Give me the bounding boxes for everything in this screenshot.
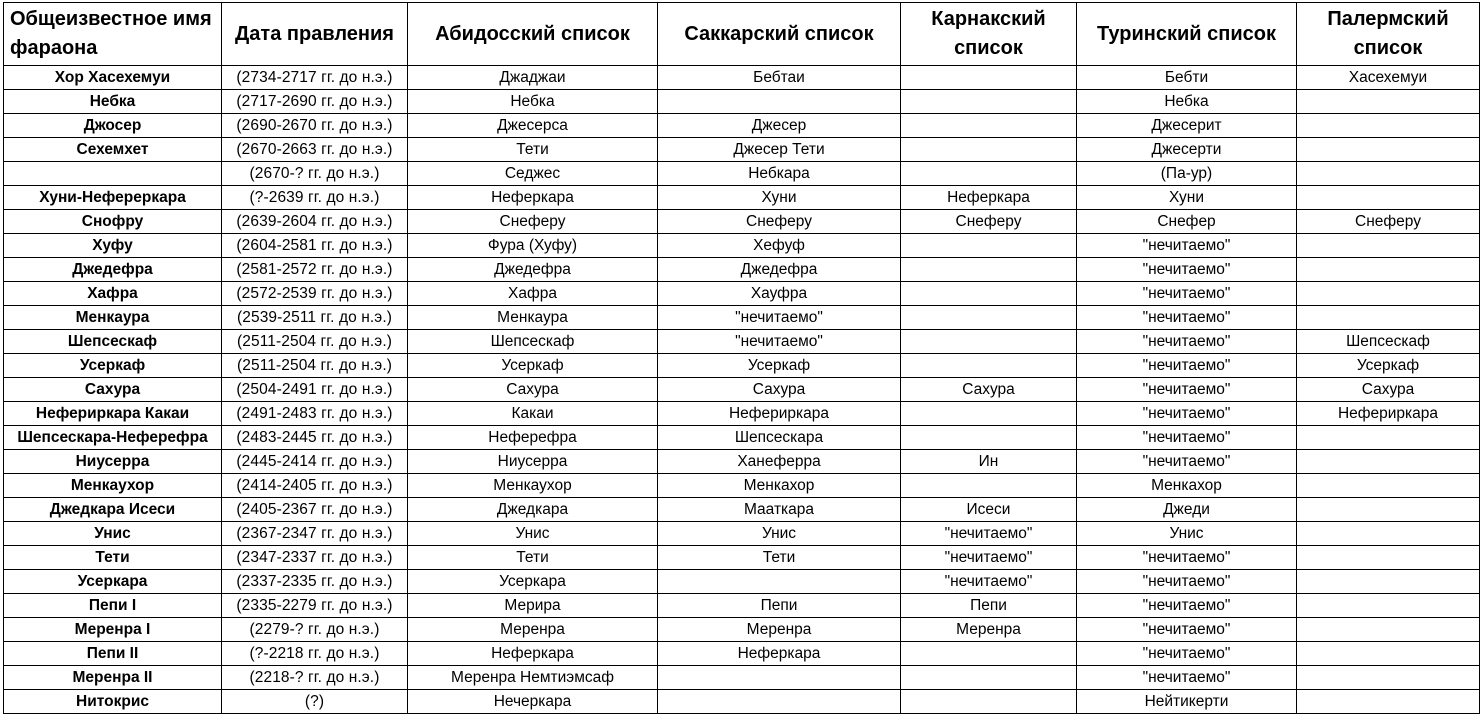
column-header-karnak-list: Карнакский список [901, 3, 1077, 66]
cell-saqqara: Неферкара [658, 642, 901, 666]
cell-karnak [901, 162, 1077, 186]
cell-palermo [1297, 162, 1480, 186]
table-row [4, 210, 1480, 234]
cell-palermo [1297, 570, 1480, 594]
cell-saqqara: Бебтаи [658, 66, 901, 90]
cell-reign-date: (2511-2504 гг. до н.э.) [222, 330, 408, 354]
cell-karnak: "нечитаемо" [901, 522, 1077, 546]
cell-abydos: Небка [408, 90, 658, 114]
column-header-saqqara-list: Саккарский список [658, 3, 901, 66]
cell-saqqara: Хауфра [658, 282, 901, 306]
cell-turin: "нечитаемо" [1077, 402, 1297, 426]
table-row [4, 570, 1480, 594]
cell-reign-date: (2581-2572 гг. до н.э.) [222, 258, 408, 282]
cell-palermo [1297, 138, 1480, 162]
cell-palermo [1297, 450, 1480, 474]
cell-common-name: Хафра [4, 282, 222, 306]
cell-palermo: Нефериркара [1297, 402, 1480, 426]
cell-saqqara: Ханеферра [658, 450, 901, 474]
table-body [4, 66, 1480, 714]
cell-common-name: Менкаура [4, 306, 222, 330]
column-header-reign-date: Дата правления [222, 3, 408, 66]
cell-abydos: Шепсескаф [408, 330, 658, 354]
cell-abydos: Неферефра [408, 426, 658, 450]
cell-abydos: Седжес [408, 162, 658, 186]
cell-common-name: Пепи I [4, 594, 222, 618]
cell-abydos: Какаи [408, 402, 658, 426]
table-row [4, 450, 1480, 474]
cell-abydos: Менкаухор [408, 474, 658, 498]
cell-common-name: Сехемхет [4, 138, 222, 162]
pharaoh-lists-table [3, 2, 1480, 714]
cell-reign-date: (2337-2335 гг. до н.э.) [222, 570, 408, 594]
cell-reign-date: (2670-2663 гг. до н.э.) [222, 138, 408, 162]
column-header-palermo-list: Палермский список [1297, 3, 1480, 66]
cell-karnak [901, 234, 1077, 258]
cell-common-name: Шепсескаф [4, 330, 222, 354]
cell-saqqara [658, 570, 901, 594]
cell-turin: "нечитаемо" [1077, 546, 1297, 570]
cell-common-name: Джосер [4, 114, 222, 138]
cell-palermo [1297, 186, 1480, 210]
cell-karnak [901, 330, 1077, 354]
cell-abydos: Тети [408, 138, 658, 162]
cell-common-name: Джедефра [4, 258, 222, 282]
cell-turin: Менкахор [1077, 474, 1297, 498]
cell-common-name [4, 162, 222, 186]
cell-karnak: "нечитаемо" [901, 570, 1077, 594]
cell-saqqara: Шепсескара [658, 426, 901, 450]
cell-saqqara: Усеркаф [658, 354, 901, 378]
cell-palermo [1297, 282, 1480, 306]
cell-karnak [901, 354, 1077, 378]
cell-reign-date: (?-2639 гг. до н.э.) [222, 186, 408, 210]
cell-turin: Джесерти [1077, 138, 1297, 162]
cell-turin: Хуни [1077, 186, 1297, 210]
cell-karnak [901, 114, 1077, 138]
cell-karnak [901, 426, 1077, 450]
cell-reign-date: (2405-2367 гг. до н.э.) [222, 498, 408, 522]
cell-abydos: Нечеркара [408, 690, 658, 714]
cell-turin: "нечитаемо" [1077, 426, 1297, 450]
cell-abydos: Хафра [408, 282, 658, 306]
header-row [4, 3, 1480, 66]
cell-common-name: Унис [4, 522, 222, 546]
cell-common-name: Хуни-Нефереркара [4, 186, 222, 210]
cell-palermo [1297, 594, 1480, 618]
cell-abydos: Тети [408, 546, 658, 570]
cell-reign-date: (?) [222, 690, 408, 714]
cell-abydos: Джедефра [408, 258, 658, 282]
cell-saqqara: Хефуф [658, 234, 901, 258]
cell-saqqara [658, 690, 901, 714]
cell-common-name: Хуфу [4, 234, 222, 258]
cell-abydos: Джесерса [408, 114, 658, 138]
table-row [4, 162, 1480, 186]
cell-abydos: Сахура [408, 378, 658, 402]
table-row [4, 90, 1480, 114]
cell-turin: "нечитаемо" [1077, 450, 1297, 474]
cell-reign-date: (2279-? гг. до н.э.) [222, 618, 408, 642]
cell-turin: "нечитаемо" [1077, 666, 1297, 690]
cell-abydos: Ниусерра [408, 450, 658, 474]
table-row [4, 594, 1480, 618]
cell-reign-date: (2639-2604 гг. до н.э.) [222, 210, 408, 234]
cell-karnak [901, 258, 1077, 282]
cell-palermo [1297, 546, 1480, 570]
cell-saqqara [658, 666, 901, 690]
cell-saqqara: "нечитаемо" [658, 330, 901, 354]
cell-saqqara: Джесер [658, 114, 901, 138]
table-row [4, 426, 1480, 450]
cell-palermo [1297, 618, 1480, 642]
cell-turin: "нечитаемо" [1077, 330, 1297, 354]
table-row [4, 234, 1480, 258]
cell-karnak: Исеси [901, 498, 1077, 522]
cell-turin: "нечитаемо" [1077, 594, 1297, 618]
cell-turin: Бебти [1077, 66, 1297, 90]
cell-karnak: Ин [901, 450, 1077, 474]
cell-karnak: Сахура [901, 378, 1077, 402]
cell-turin: "нечитаемо" [1077, 618, 1297, 642]
cell-common-name: Пепи II [4, 642, 222, 666]
cell-karnak [901, 402, 1077, 426]
cell-saqqara [658, 90, 901, 114]
cell-palermo [1297, 258, 1480, 282]
table-row [4, 546, 1480, 570]
cell-common-name: Шепсескара-Неферефра [4, 426, 222, 450]
cell-abydos: Снеферу [408, 210, 658, 234]
table-row [4, 690, 1480, 714]
cell-saqqara: Мааткара [658, 498, 901, 522]
cell-abydos: Меренра Немтиэмсаф [408, 666, 658, 690]
cell-reign-date: (?-2218 гг. до н.э.) [222, 642, 408, 666]
cell-karnak: Пепи [901, 594, 1077, 618]
cell-karnak [901, 474, 1077, 498]
cell-turin: Нейтикерти [1077, 690, 1297, 714]
cell-common-name: Снофру [4, 210, 222, 234]
cell-common-name: Ниусерра [4, 450, 222, 474]
column-header-common-name: Общеизвестное имя фараона [4, 3, 222, 66]
cell-turin: Небка [1077, 90, 1297, 114]
cell-abydos: Мерира [408, 594, 658, 618]
cell-turin: (Па-ур) [1077, 162, 1297, 186]
cell-reign-date: (2414-2405 гг. до н.э.) [222, 474, 408, 498]
table-row [4, 282, 1480, 306]
cell-turin: "нечитаемо" [1077, 354, 1297, 378]
cell-palermo: Хасехемуи [1297, 66, 1480, 90]
cell-reign-date: (2504-2491 гг. до н.э.) [222, 378, 408, 402]
table-row [4, 618, 1480, 642]
cell-abydos: Менкаура [408, 306, 658, 330]
cell-saqqara: Унис [658, 522, 901, 546]
cell-karnak [901, 138, 1077, 162]
table-row [4, 330, 1480, 354]
cell-karnak [901, 282, 1077, 306]
cell-abydos: Джедкара [408, 498, 658, 522]
cell-palermo [1297, 90, 1480, 114]
cell-karnak: Неферкара [901, 186, 1077, 210]
cell-abydos: Унис [408, 522, 658, 546]
table-row [4, 642, 1480, 666]
cell-reign-date: (2347-2337 гг. до н.э.) [222, 546, 408, 570]
cell-saqqara: Сахура [658, 378, 901, 402]
cell-abydos: Неферкара [408, 186, 658, 210]
table-row [4, 354, 1480, 378]
cell-common-name: Нефериркара Какаи [4, 402, 222, 426]
cell-reign-date: (2539-2511 гг. до н.э.) [222, 306, 408, 330]
cell-karnak [901, 306, 1077, 330]
cell-reign-date: (2604-2581 гг. до н.э.) [222, 234, 408, 258]
cell-palermo [1297, 426, 1480, 450]
cell-reign-date: (2491-2483 гг. до н.э.) [222, 402, 408, 426]
cell-palermo: Снеферу [1297, 210, 1480, 234]
cell-karnak [901, 642, 1077, 666]
cell-karnak [901, 90, 1077, 114]
cell-turin: "нечитаемо" [1077, 306, 1297, 330]
cell-reign-date: (2483-2445 гг. до н.э.) [222, 426, 408, 450]
cell-palermo [1297, 306, 1480, 330]
table-row [4, 114, 1480, 138]
cell-palermo [1297, 522, 1480, 546]
cell-palermo [1297, 114, 1480, 138]
cell-common-name: Тети [4, 546, 222, 570]
cell-common-name: Усеркара [4, 570, 222, 594]
cell-turin: Унис [1077, 522, 1297, 546]
cell-common-name: Нитокрис [4, 690, 222, 714]
cell-saqqara: Хуни [658, 186, 901, 210]
cell-turin: Джесерит [1077, 114, 1297, 138]
column-header-abydos-list: Абидосский список [408, 3, 658, 66]
table-row [4, 666, 1480, 690]
cell-abydos: Усеркара [408, 570, 658, 594]
cell-palermo: Усеркаф [1297, 354, 1480, 378]
cell-palermo [1297, 474, 1480, 498]
table-row [4, 474, 1480, 498]
cell-saqqara: Джедефра [658, 258, 901, 282]
table-row [4, 402, 1480, 426]
table-row [4, 522, 1480, 546]
cell-palermo [1297, 666, 1480, 690]
cell-reign-date: (2367-2347 гг. до н.э.) [222, 522, 408, 546]
cell-turin: "нечитаемо" [1077, 378, 1297, 402]
cell-saqqara: Меренра [658, 618, 901, 642]
cell-saqqara: Тети [658, 546, 901, 570]
cell-saqqara: Небкара [658, 162, 901, 186]
cell-common-name: Сахура [4, 378, 222, 402]
table-row [4, 378, 1480, 402]
cell-karnak [901, 66, 1077, 90]
cell-abydos: Джаджаи [408, 66, 658, 90]
cell-turin: "нечитаемо" [1077, 642, 1297, 666]
table-row [4, 186, 1480, 210]
cell-saqqara: Нефериркара [658, 402, 901, 426]
table-row [4, 258, 1480, 282]
cell-reign-date: (2335-2279 гг. до н.э.) [222, 594, 408, 618]
cell-abydos: Фура (Хуфу) [408, 234, 658, 258]
table-row [4, 498, 1480, 522]
cell-abydos: Неферкара [408, 642, 658, 666]
cell-karnak: "нечитаемо" [901, 546, 1077, 570]
table-row [4, 306, 1480, 330]
cell-saqqara: Пепи [658, 594, 901, 618]
cell-turin: "нечитаемо" [1077, 234, 1297, 258]
cell-palermo [1297, 498, 1480, 522]
table-header [4, 3, 1480, 66]
cell-common-name: Менкаухор [4, 474, 222, 498]
cell-saqqara: Менкахор [658, 474, 901, 498]
cell-palermo [1297, 690, 1480, 714]
cell-abydos: Усеркаф [408, 354, 658, 378]
cell-common-name: Джедкара Исеси [4, 498, 222, 522]
cell-reign-date: (2445-2414 гг. до н.э.) [222, 450, 408, 474]
cell-palermo [1297, 642, 1480, 666]
cell-turin: "нечитаемо" [1077, 570, 1297, 594]
cell-karnak: Меренра [901, 618, 1077, 642]
table-row [4, 66, 1480, 90]
cell-reign-date: (2690-2670 гг. до н.э.) [222, 114, 408, 138]
cell-abydos: Меренра [408, 618, 658, 642]
cell-turin: "нечитаемо" [1077, 258, 1297, 282]
cell-palermo: Сахура [1297, 378, 1480, 402]
cell-reign-date: (2511-2504 гг. до н.э.) [222, 354, 408, 378]
cell-common-name: Хор Хасехемуи [4, 66, 222, 90]
cell-reign-date: (2218-? гг. до н.э.) [222, 666, 408, 690]
cell-reign-date: (2734-2717 гг. до н.э.) [222, 66, 408, 90]
table-row [4, 138, 1480, 162]
cell-reign-date: (2572-2539 гг. до н.э.) [222, 282, 408, 306]
cell-karnak [901, 666, 1077, 690]
cell-reign-date: (2670-? гг. до н.э.) [222, 162, 408, 186]
cell-turin: Джеди [1077, 498, 1297, 522]
cell-turin: Снефер [1077, 210, 1297, 234]
cell-common-name: Небка [4, 90, 222, 114]
cell-reign-date: (2717-2690 гг. до н.э.) [222, 90, 408, 114]
cell-karnak: Снеферу [901, 210, 1077, 234]
cell-palermo: Шепсескаф [1297, 330, 1480, 354]
cell-turin: "нечитаемо" [1077, 282, 1297, 306]
cell-saqqara: Джесер Тети [658, 138, 901, 162]
column-header-turin-list: Туринский список [1077, 3, 1297, 66]
cell-karnak [901, 690, 1077, 714]
cell-saqqara: "нечитаемо" [658, 306, 901, 330]
cell-saqqara: Снеферу [658, 210, 901, 234]
cell-common-name: Меренра II [4, 666, 222, 690]
cell-common-name: Меренра I [4, 618, 222, 642]
cell-common-name: Усеркаф [4, 354, 222, 378]
cell-palermo [1297, 234, 1480, 258]
